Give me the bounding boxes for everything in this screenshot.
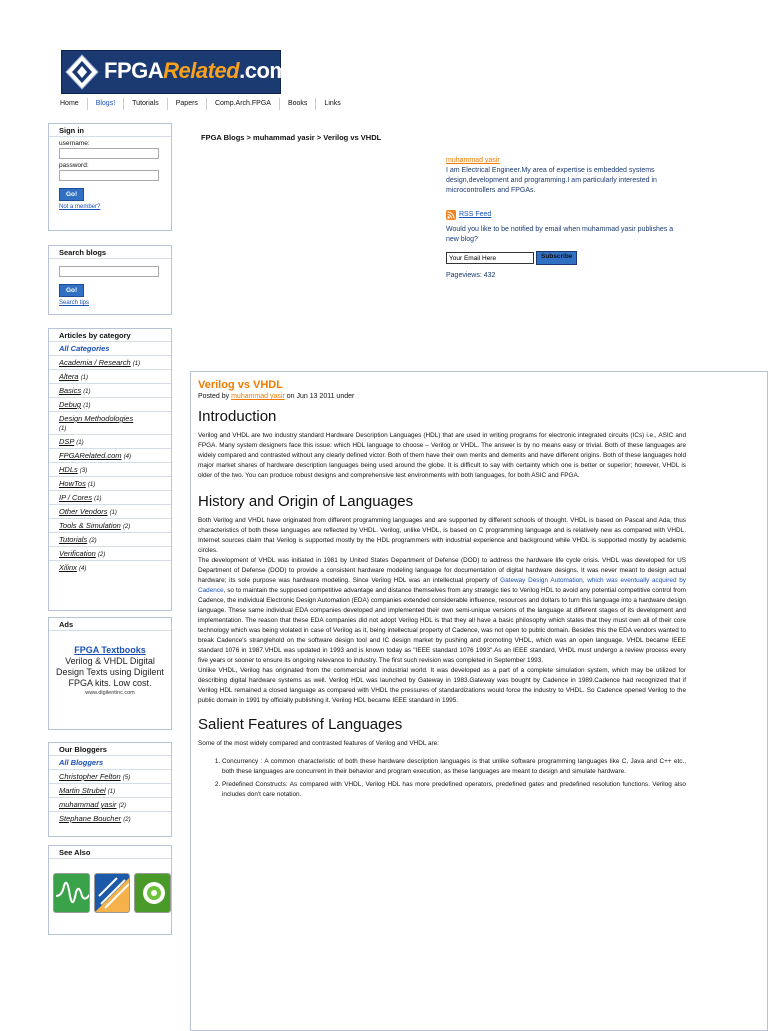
category-link[interactable]: Tutorials bbox=[59, 535, 88, 544]
logo-main: Related bbox=[163, 58, 240, 83]
waveform-icon bbox=[54, 874, 90, 912]
main-nav bbox=[52, 94, 382, 114]
ad-title[interactable]: FPGA Textbooks bbox=[74, 645, 146, 655]
blogger-all bbox=[49, 756, 171, 770]
see-also-box bbox=[48, 845, 172, 935]
username-input[interactable] bbox=[59, 148, 159, 159]
ad-url[interactable]: www.digilentinc.com bbox=[85, 690, 135, 696]
logo-suffix: .com bbox=[239, 58, 289, 83]
password-input[interactable] bbox=[59, 170, 159, 181]
category-count: (4) bbox=[79, 566, 87, 572]
logo-text bbox=[104, 58, 288, 84]
list-item bbox=[49, 812, 171, 825]
post-meta bbox=[198, 393, 686, 400]
site-logo[interactable] bbox=[61, 50, 289, 94]
list-item bbox=[49, 463, 171, 477]
search-input[interactable] bbox=[59, 266, 159, 277]
list-item bbox=[49, 798, 171, 812]
see-also-logos bbox=[49, 859, 171, 919]
post-meta-suffix: on Jun 13 2011 under bbox=[286, 393, 355, 400]
fpga-diamond-icon bbox=[64, 53, 100, 91]
nav-comp-arch-fpga[interactable]: Comp.Arch.FPGA bbox=[207, 98, 280, 110]
features-intro: Some of the most widely compared and contrasted features of Verilog and VHDL are: bbox=[198, 740, 439, 747]
list-item: 1. Concurrency : A common characteristic of both these hardware description languages is that unlike software programming languages like C, Java and C++ etc., both these languages are concurrent in their behavior and program execution, as these languages are meant to design and simulate hardware. bbox=[222, 757, 686, 777]
categories-title: Articles by category bbox=[49, 329, 171, 342]
author-block bbox=[446, 156, 686, 281]
author-name-link[interactable]: muhammad yasir bbox=[446, 157, 500, 164]
category-count: (1) bbox=[83, 403, 91, 409]
list-item bbox=[49, 533, 171, 547]
bloggers-box bbox=[48, 742, 172, 837]
list-item bbox=[49, 398, 171, 412]
list-item bbox=[49, 477, 171, 491]
list-item bbox=[49, 370, 171, 384]
username-label: username: bbox=[59, 140, 90, 147]
history-paragraph-1: Both Verilog and VHDL have originated from different programming languages and are supported by different schools of thought. VHDL is based on Pascal and Ada, thus characteristics of both these languages are reflected by VHDL. Verilog, unlike VHDL, is based on C programming language and is relatively new as compared with VHDL. Internet sources claim that Verilog is supported mostly by the HDL programmers with industrial experience and background while VHDL is supported mostly by academic circles. bbox=[198, 517, 686, 554]
blogger-count: (5) bbox=[122, 775, 131, 781]
category-count: (1) bbox=[83, 389, 91, 395]
category-count: (2) bbox=[89, 538, 97, 544]
post-content bbox=[198, 379, 686, 803]
embeddedrelated-logo[interactable] bbox=[94, 873, 131, 913]
gateway-cadence-link[interactable]: Gateway Design Automation, which was eventually acquired by Cadence bbox=[198, 577, 687, 594]
intro-paragraph: Verilog and VHDL are two industry standard Hardware Description Languages (HDL) that are used in writing programs for electronic integrated circuits (ICs) i.e., ASIC and FPGA. Many system designers face this issue: which HDL language to choose – Verilog or VHDL. The answer is by no means easy or trivial. Both of these languages are widely compared and contrasted without any clearly defined victor. Both of them have their own merits and demerits and have different origins. Both of these languages hold major market shares of hardware description languages being used around the globe. It is difficult to say with certainty which one is better or superior; however, VHDL is older of the two. You can produce robust designs and comprehensive test environments with both languages, for both ASIC and FPGA. bbox=[198, 432, 686, 479]
subscribe-row bbox=[446, 251, 686, 265]
category-count: (2) bbox=[97, 552, 106, 558]
category-count: (2) bbox=[122, 524, 131, 530]
list-item bbox=[49, 561, 171, 574]
category-link[interactable]: Other Vendors bbox=[59, 507, 108, 516]
breadcrumb[interactable]: FPGA Blogs > muhammad yasir > Verilog vs VHDL bbox=[201, 133, 382, 142]
history-text-a: The development of VHDL was initiated in 1981 by United States Department of Defense (DOD) to address the hardware life cycle crisis. VHDL was developed for US Department of Defense (DOD) to provide a consistent hardware modeling language for documentation of digital hardware designs. It was never meant to design actual hardware; its sole purpose was hardware modeling. Since Verilog HDL was an intellectual property of bbox=[198, 557, 686, 584]
list-item bbox=[49, 356, 171, 370]
notify-text: Would you like to be notified by email when muhammad yasir publishes a new blog? bbox=[446, 226, 674, 243]
post-meta-prefix: Posted by bbox=[198, 393, 230, 400]
list-item bbox=[49, 449, 171, 463]
signin-title: Sign in bbox=[49, 124, 171, 137]
category-link[interactable]: Basics bbox=[59, 386, 82, 395]
category-link[interactable]: Xilinx bbox=[59, 563, 77, 572]
not-member-link[interactable]: Not a member? bbox=[59, 204, 101, 210]
rss-row[interactable] bbox=[446, 210, 686, 220]
rss-feed-link[interactable]: RSS Feed bbox=[459, 211, 492, 218]
nav-blogs[interactable]: Blogs! bbox=[88, 98, 124, 110]
category-link[interactable]: Tools & Simulation bbox=[59, 521, 121, 530]
nav-home[interactable]: Home bbox=[52, 98, 88, 110]
password-label: password: bbox=[59, 162, 89, 169]
search-box bbox=[48, 245, 172, 315]
category-link[interactable]: DSP bbox=[59, 437, 75, 446]
list-item: 2. Predefined Constructs: As compared with VHDL, Verilog HDL has more predefined operators, predefined gates and predefined resolution functions. Verilog also includes don't care notation. bbox=[222, 780, 686, 800]
bloggers-title: Our Bloggers bbox=[49, 743, 171, 756]
category-link[interactable]: HowTos bbox=[59, 479, 86, 488]
blogger-link[interactable]: Stephane Boucher bbox=[59, 814, 122, 823]
ads-box bbox=[48, 617, 172, 730]
email-input[interactable] bbox=[446, 252, 534, 264]
category-count: (1) bbox=[109, 510, 117, 516]
features-list bbox=[198, 757, 686, 800]
history-paragraph-3: Unlike VHDL, Verilog has originated from the commercial and industrial world. It was developed as a part of a complete simulation system, which may be utilized for describing digital hardware systems as well. Verilog HDL was launched by Gateway in 1983.Gateway was bought by Cadence in 1989.Cadence had recognized that if Verilog HDL remained a closed language as compared with VHDL the pressures of standardizations would force the industry to VHDL. So Cadence opened Verilog to the public domain in 1991 by officially publishing it. Verilog HDL became IEEE standard in 1995. bbox=[198, 667, 686, 704]
blogger-link[interactable]: muhammad yasir bbox=[59, 800, 117, 809]
category-count: (1) bbox=[76, 440, 84, 446]
all-bloggers-link[interactable]: All Bloggers bbox=[59, 758, 104, 767]
rss-icon bbox=[446, 210, 456, 220]
list-item bbox=[49, 435, 171, 449]
electronics-logo[interactable] bbox=[134, 873, 171, 913]
subscribe-button[interactable]: Subscribe bbox=[536, 251, 577, 265]
blogger-link[interactable]: Martin Strubel bbox=[59, 786, 106, 795]
search-title: Search blogs bbox=[49, 246, 171, 259]
ad-content[interactable] bbox=[49, 631, 171, 700]
category-link[interactable]: Altera bbox=[59, 372, 79, 381]
list-item bbox=[49, 505, 171, 519]
categories-box bbox=[48, 328, 172, 611]
dsprelated-logo[interactable] bbox=[53, 873, 90, 913]
category-link[interactable]: Academia / Research bbox=[59, 358, 131, 367]
ad-body: Verilog & VHDL Digital Design Texts using Digilent FPGA kits. Low cost. bbox=[56, 656, 164, 688]
category-count: (3) bbox=[79, 468, 88, 474]
ads-title: Ads bbox=[49, 618, 171, 631]
nav-books[interactable]: Books bbox=[280, 98, 316, 110]
category-link[interactable]: IP / Cores bbox=[59, 493, 93, 502]
list-item bbox=[49, 491, 171, 505]
category-link[interactable]: FPGARelated.com bbox=[59, 451, 122, 460]
list-item bbox=[49, 519, 171, 533]
history-paragraph-2 bbox=[198, 556, 686, 666]
search-go-button[interactable]: Go! bbox=[59, 284, 84, 297]
category-count: (1) bbox=[87, 482, 96, 488]
category-all bbox=[49, 342, 171, 356]
nav-links[interactable]: Links bbox=[324, 100, 341, 107]
list-item bbox=[49, 412, 171, 435]
post-author-link[interactable]: muhammad yasir bbox=[231, 393, 285, 400]
gear-icon bbox=[135, 874, 171, 912]
see-also-title: See Also bbox=[49, 846, 171, 859]
heading-features: Salient Features of Languages bbox=[198, 716, 403, 733]
category-count: (1) bbox=[94, 496, 102, 502]
blogger-count: (2) bbox=[118, 803, 126, 809]
category-link[interactable]: Debug bbox=[59, 400, 82, 409]
list-item bbox=[49, 784, 171, 798]
list-item bbox=[49, 770, 171, 784]
category-count: (1) bbox=[59, 426, 67, 432]
list-item bbox=[49, 547, 171, 561]
nav-papers[interactable]: Papers bbox=[168, 98, 207, 110]
blogger-count: (2) bbox=[123, 817, 131, 823]
blogger-link[interactable]: Christopher Felton bbox=[59, 772, 121, 781]
author-bio: I am Electrical Engineer.My area of expertise is embedded systems design,development and programming.I am particularly interested in microcontrollers and FPGAs. bbox=[446, 167, 657, 194]
list-item bbox=[49, 384, 171, 398]
heading-introduction: Introduction bbox=[198, 408, 277, 425]
search-tips-link[interactable]: Search tips bbox=[59, 300, 90, 306]
history-text-b: , so to maintain the supposed competitive advantage and distance themselves from any strategic ties to Verilog HDL to avoid any potential competitive control from Cadence, the individual Electronic Design Automation (EDA) companies extended considerable influence, resources and dollars to turn this language into a hardware design language. These same individual EDA companies developed and implemented their own semi-unique versions of the language at different stages of its development and implementation. The reason that these EDA companies did not adopt Verilog HDL is that they all have a basic philosophy which states that they must own all of their core technology which was being violated in case of Verilog as it, being intellectual property of Cadence, was not open to public domain. Besides this the EDA vendors wanted to break Cadence's stranglehold on the software design tool and IC design market by pushing and promoting VHDL, which was an open language. VHDL became IEEE standard 1076 in 1987.VHDL was updated in 1993 and is known today as "IEEE standard 1076 1993".As an IEEE standard, VHDL must undergo a review process every five years or sooner to ensure its ongoing relevance to industry. The first such revision was completed in September 1993. bbox=[198, 587, 686, 664]
blogger-count: (1) bbox=[107, 789, 116, 795]
logo-prefix: FPGA bbox=[104, 58, 164, 83]
heading-history: History and Origin of Languages bbox=[198, 493, 414, 510]
post-title[interactable]: Verilog vs VHDL bbox=[198, 379, 283, 391]
category-count: (1) bbox=[132, 361, 141, 367]
signin-box bbox=[48, 123, 172, 231]
pageviews: Pageviews: 432 bbox=[446, 272, 496, 279]
category-link[interactable]: Verification bbox=[59, 549, 96, 558]
nav-tutorials[interactable]: Tutorials bbox=[124, 98, 168, 110]
category-count: (4) bbox=[123, 454, 131, 460]
signin-go-button[interactable]: Go! bbox=[59, 188, 84, 201]
category-all-link[interactable]: All Categories bbox=[59, 344, 110, 353]
category-count: (1) bbox=[80, 375, 89, 381]
chip-icon bbox=[95, 874, 131, 912]
post-box bbox=[190, 371, 768, 1031]
category-link[interactable]: Design Methodologies bbox=[59, 414, 134, 423]
category-link[interactable]: HDLs bbox=[59, 465, 78, 474]
